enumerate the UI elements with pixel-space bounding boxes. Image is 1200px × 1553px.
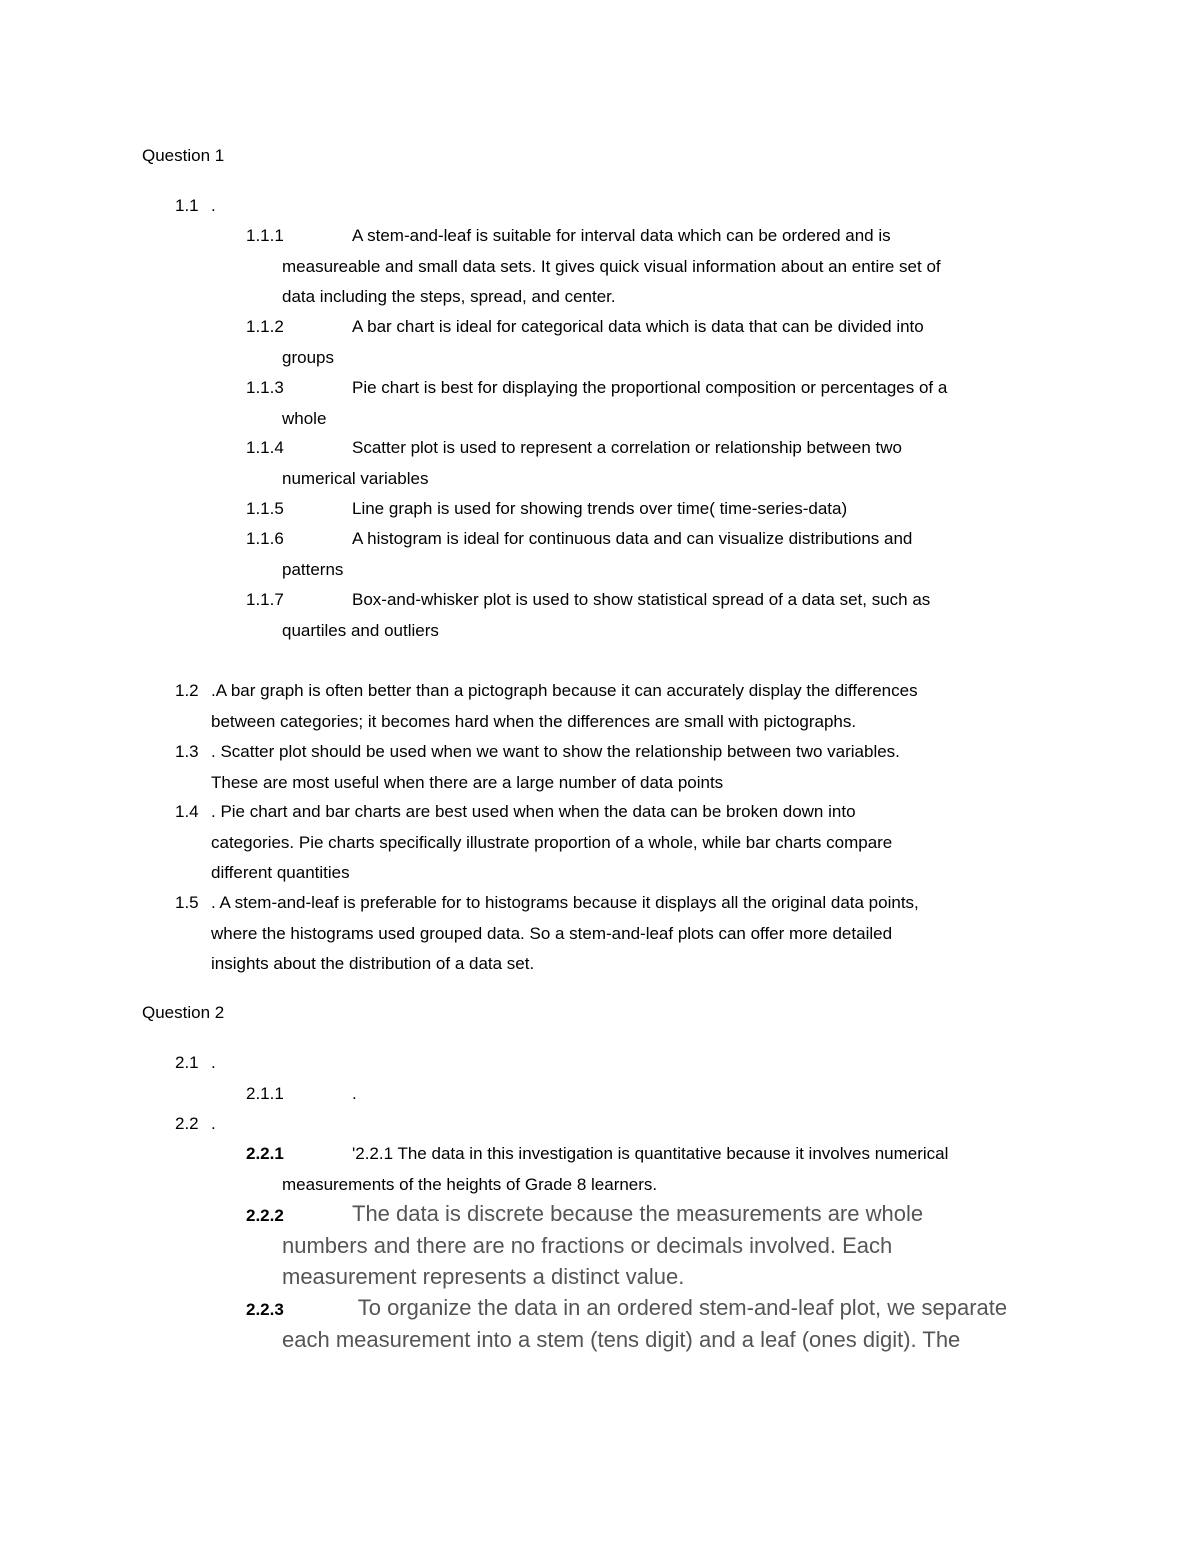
section-text: measurement represents a distinct value. (282, 1264, 685, 1289)
section-number: 1.1.3 (246, 378, 284, 397)
section-number: 1.5 (175, 893, 199, 912)
section-text: measurements of the heights of Grade 8 learners. (282, 1174, 658, 1194)
section-1-1-1 (246, 221, 1056, 313)
section-1-2 (175, 676, 1065, 737)
section-text: different quantities (211, 863, 350, 882)
section-1-5 (175, 888, 1065, 980)
section-number: 1.2 (175, 681, 199, 700)
section-1-1-6 (246, 524, 1056, 585)
section-2-1-1 (246, 1079, 1056, 1110)
question-1-heading: Question 1 (142, 146, 225, 165)
section-text: between categories; it becomes hard when the differences are small with pictographs. (211, 711, 857, 731)
section-text: . (211, 1114, 216, 1133)
section-text: A stem-and-leaf is suitable for interval data which can be ordered and is (352, 226, 891, 245)
section-text: quartiles and outliers (282, 620, 439, 640)
section-text: . (211, 1053, 216, 1072)
section-text: whole (282, 408, 327, 428)
section-text: . A stem-and-leaf is preferable for to histograms because it displays all the original data points, (211, 893, 919, 912)
section-text: A histogram is ideal for continuous data and can visualize distributions and (352, 529, 913, 548)
section-text: The data is discrete because the measurements are whole (352, 1201, 924, 1226)
section-text: patterns (282, 559, 344, 579)
section-1-1 (175, 191, 1065, 222)
section-2-2 (175, 1109, 1065, 1140)
section-text: . Scatter plot should be used when we want to show the relationship between two variables. (211, 742, 900, 761)
section-1-4 (175, 797, 1065, 889)
section-text: . (211, 196, 216, 215)
section-number: 2.2.1 (246, 1144, 284, 1163)
section-text: numerical variables (282, 468, 429, 488)
question-2-heading: Question 2 (142, 1003, 225, 1022)
section-text: Scatter plot is used to represent a correlation or relationship between two (352, 438, 902, 457)
section-2-2-1 (246, 1139, 1056, 1200)
section-number: 2.2 (175, 1114, 199, 1133)
section-text: To organize the data in an ordered stem-and-leaf plot, we separate (352, 1295, 1008, 1320)
section-text: Pie chart is best for displaying the proportional composition or percentages of a (352, 378, 948, 397)
section-text: each measurement into a stem (tens digit) and a leaf (ones digit). The (282, 1326, 961, 1352)
section-text: categories. Pie charts specifically illustrate proportion of a whole, while bar charts compare (211, 832, 893, 852)
section-text: numbers and there are no fractions or decimals involved. Each (282, 1232, 893, 1258)
section-number: 1.1.1 (246, 226, 284, 245)
section-2-2-3 (246, 1292, 1066, 1355)
section-number: 1.1.4 (246, 438, 284, 457)
section-1-1-3 (246, 373, 1056, 434)
section-text: . (352, 1084, 357, 1103)
section-1-1-2 (246, 312, 1056, 373)
section-text: . Pie chart and bar charts are best used when when the data can be broken down into (211, 802, 856, 821)
section-text: Line graph is used for showing trends over time( time-series-data) (352, 499, 848, 518)
section-number: 1.3 (175, 742, 199, 761)
section-1-3 (175, 737, 1065, 798)
section-number: 2.1.1 (246, 1084, 284, 1103)
section-1-1-5 (246, 494, 1056, 525)
section-number: 1.1.6 (246, 529, 284, 548)
section-text: where the histograms used grouped data. So a stem-and-leaf plots can offer more detailed (211, 923, 893, 943)
section-2-1 (175, 1048, 1065, 1079)
section-text: These are most useful when there are a large number of data points (211, 772, 724, 792)
section-text: .A bar graph is often better than a pictograph because it can accurately display the differences (211, 681, 918, 700)
section-text: measureable and small data sets. It gives quick visual information about an entire set of (282, 256, 941, 276)
section-text: insights about the distribution of a data set. (211, 954, 535, 973)
section-number: 2.2.3 (246, 1300, 284, 1319)
section-1-1-4 (246, 433, 1056, 494)
section-number: 1.1.2 (246, 317, 284, 336)
section-number: 1.1.7 (246, 590, 284, 609)
section-number: 2.1 (175, 1053, 199, 1072)
section-1-1-7 (246, 585, 1056, 646)
section-text: Box-and-whisker plot is used to show statistical spread of a data set, such as (352, 590, 931, 609)
section-text: data including the steps, spread, and center. (282, 287, 616, 306)
section-text: '2.2.1 The data in this investigation is quantitative because it involves numerical (352, 1144, 949, 1163)
section-number: 2.2.2 (246, 1206, 284, 1225)
section-number: 1.4 (175, 802, 199, 821)
section-text: groups (282, 347, 334, 367)
section-number: 1.1.5 (246, 499, 284, 518)
section-number: 1.1 (175, 196, 199, 215)
section-2-2-2 (246, 1198, 1066, 1293)
section-text: A bar chart is ideal for categorical data which is data that can be divided into (352, 317, 924, 336)
